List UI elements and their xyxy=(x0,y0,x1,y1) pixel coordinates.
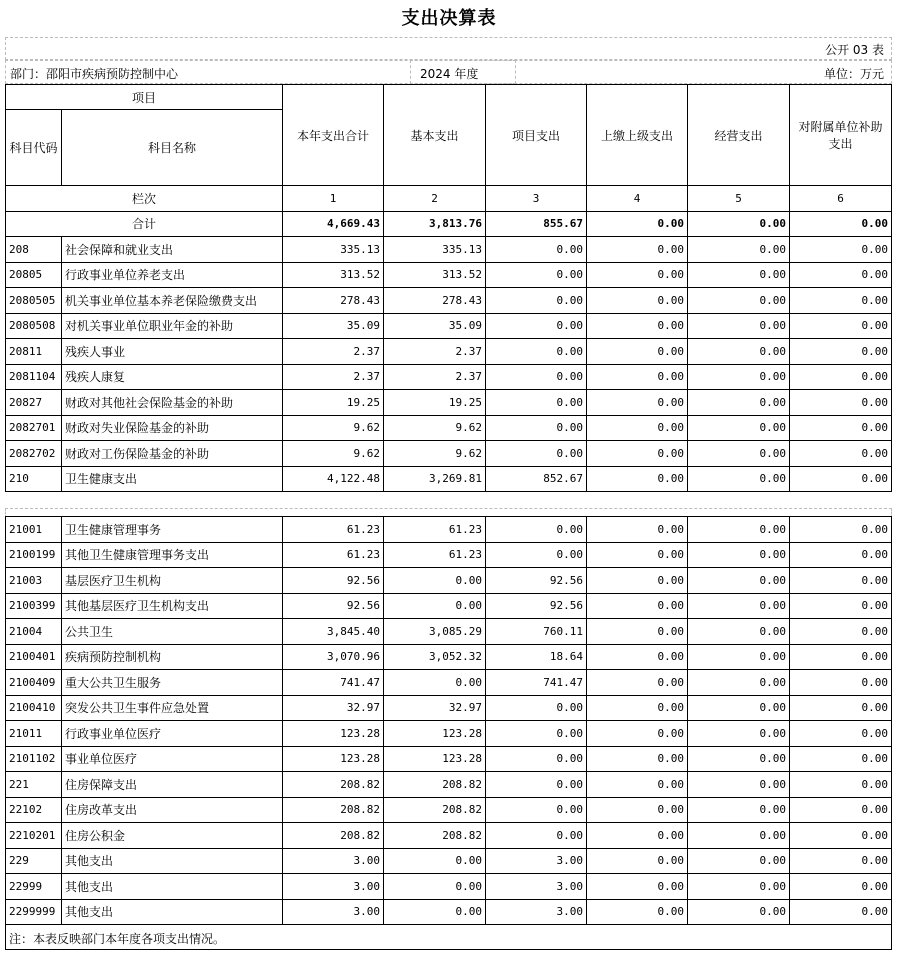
subject-name: 卫生健康管理事务 xyxy=(62,517,283,543)
year-label: 2024 年度 xyxy=(420,67,479,81)
amount-cell: 313.52 xyxy=(283,262,384,288)
amount-cell: 0.00 xyxy=(587,288,688,314)
subject-code: 21004 xyxy=(6,619,62,645)
amount-cell: 123.28 xyxy=(384,746,486,772)
amount-cell: 0.00 xyxy=(486,262,587,288)
amount-cell: 61.23 xyxy=(283,517,384,543)
subject-code: 208 xyxy=(6,237,62,263)
table-row xyxy=(6,848,892,874)
table-row xyxy=(6,695,892,721)
amount-cell: 2.37 xyxy=(384,364,486,390)
table-row xyxy=(6,874,892,900)
header-name: 科目名称 xyxy=(62,110,283,186)
amount-cell: 0.00 xyxy=(688,593,790,619)
subject-code: 2082701 xyxy=(6,415,62,441)
amount-cell: 0.00 xyxy=(688,466,790,492)
amount-cell: 0.00 xyxy=(587,466,688,492)
amount-cell: 3,845.40 xyxy=(283,619,384,645)
amount-cell: 0.00 xyxy=(688,517,790,543)
table-row xyxy=(6,390,892,416)
amount-cell: 0.00 xyxy=(486,772,587,798)
amount-cell: 123.28 xyxy=(283,746,384,772)
subject-name: 事业单位医疗 xyxy=(62,746,283,772)
amount-cell: 0.00 xyxy=(486,364,587,390)
amount-cell: 208.82 xyxy=(384,797,486,823)
amount-cell: 9.62 xyxy=(384,415,486,441)
subject-code: 2080505 xyxy=(6,288,62,314)
amount-cell: 0.00 xyxy=(688,670,790,696)
subject-code: 2101102 xyxy=(6,746,62,772)
table-row xyxy=(6,721,892,747)
header-code: 科目代码 xyxy=(6,110,62,186)
amount-cell: 2.37 xyxy=(384,339,486,365)
subject-name: 其他基层医疗卫生机构支出 xyxy=(62,593,283,619)
table-note: 注：本表反映部门本年度各项支出情况。 xyxy=(9,932,226,946)
amount-cell: 0.00 xyxy=(486,288,587,314)
amount-cell: 0.00 xyxy=(384,593,486,619)
amount-cell: 0.00 xyxy=(790,339,892,365)
subject-code: 2100410 xyxy=(6,695,62,721)
amount-cell: 278.43 xyxy=(283,288,384,314)
amount-cell: 0.00 xyxy=(790,313,892,339)
header-project: 项目 xyxy=(6,85,283,110)
amount-cell: 0.00 xyxy=(587,568,688,594)
amount-cell: 0.00 xyxy=(688,415,790,441)
amount-cell: 61.23 xyxy=(283,542,384,568)
amount-cell: 0.00 xyxy=(486,237,587,263)
amount-cell: 0.00 xyxy=(790,746,892,772)
subject-name: 住房改革支出 xyxy=(62,797,283,823)
amount-cell: 9.62 xyxy=(283,415,384,441)
total-label: 合计 xyxy=(6,211,283,237)
department-label: 部门：邵阳市疾病预防控制中心 xyxy=(10,67,179,81)
amount-cell: 0.00 xyxy=(587,262,688,288)
subject-code: 2299999 xyxy=(6,899,62,925)
amount-cell: 0.00 xyxy=(587,364,688,390)
amount-cell: 0.00 xyxy=(790,237,892,263)
amount-cell: 0.00 xyxy=(688,848,790,874)
amount-cell: 0.00 xyxy=(486,746,587,772)
amount-cell: 0.00 xyxy=(587,313,688,339)
amount-cell: 335.13 xyxy=(283,237,384,263)
amount-cell: 0.00 xyxy=(790,772,892,798)
page-title: 支出决算表 xyxy=(401,8,497,29)
amount-cell: 4,122.48 xyxy=(283,466,384,492)
amount-cell: 741.47 xyxy=(486,670,587,696)
header-project-expense: 项目支出 xyxy=(486,85,587,186)
amount-cell: 208.82 xyxy=(384,823,486,849)
table-row xyxy=(6,619,892,645)
subject-name: 行政事业单位养老支出 xyxy=(62,262,283,288)
amount-cell: 9.62 xyxy=(283,441,384,467)
amount-cell: 0.00 xyxy=(486,517,587,543)
amount-cell: 0.00 xyxy=(790,390,892,416)
header-subsidiary: 对附属单位补助支出 xyxy=(790,85,892,186)
amount-cell: 741.47 xyxy=(283,670,384,696)
amount-cell: 0.00 xyxy=(790,619,892,645)
subject-name: 残疾人康复 xyxy=(62,364,283,390)
amount-cell: 32.97 xyxy=(384,695,486,721)
header-row xyxy=(6,85,892,110)
table-row xyxy=(6,772,892,798)
amount-cell: 35.09 xyxy=(283,313,384,339)
amount-cell: 0.00 xyxy=(790,262,892,288)
amount-cell: 19.25 xyxy=(283,390,384,416)
table-row xyxy=(6,542,892,568)
amount-cell: 760.11 xyxy=(486,619,587,645)
amount-cell: 313.52 xyxy=(384,262,486,288)
subject-name: 财政对工伤保险基金的补助 xyxy=(62,441,283,467)
amount-cell: 0.00 xyxy=(688,823,790,849)
amount-cell: 0.00 xyxy=(688,772,790,798)
subject-name: 其他支出 xyxy=(62,899,283,925)
column-number-row xyxy=(6,186,892,212)
amount-cell: 9.62 xyxy=(384,441,486,467)
amount-cell: 0.00 xyxy=(790,721,892,747)
amount-cell: 0.00 xyxy=(790,797,892,823)
amount-cell: 0.00 xyxy=(486,695,587,721)
table-row xyxy=(6,644,892,670)
amount-cell: 0.00 xyxy=(486,339,587,365)
unit-label: 单位：万元 xyxy=(823,67,884,81)
table-row xyxy=(6,568,892,594)
amount-cell: 0.00 xyxy=(688,339,790,365)
amount-cell: 0.00 xyxy=(587,415,688,441)
subject-name: 其他支出 xyxy=(62,874,283,900)
table-row xyxy=(6,415,892,441)
subject-name: 社会保障和就业支出 xyxy=(62,237,283,263)
subject-name: 重大公共卫生服务 xyxy=(62,670,283,696)
form-header-box xyxy=(5,37,892,60)
amount-cell: 0.00 xyxy=(688,288,790,314)
amount-cell: 0.00 xyxy=(587,823,688,849)
total-value: 4,669.43 xyxy=(283,211,384,237)
amount-cell: 0.00 xyxy=(688,542,790,568)
amount-cell: 35.09 xyxy=(384,313,486,339)
amount-cell: 0.00 xyxy=(688,797,790,823)
amount-cell: 0.00 xyxy=(587,848,688,874)
amount-cell: 0.00 xyxy=(486,542,587,568)
subject-name: 其他卫生健康管理事务支出 xyxy=(62,542,283,568)
amount-cell: 0.00 xyxy=(587,593,688,619)
subject-code: 221 xyxy=(6,772,62,798)
header-total: 本年支出合计 xyxy=(283,85,384,186)
amount-cell: 61.23 xyxy=(384,517,486,543)
table-row xyxy=(6,823,892,849)
amount-cell: 0.00 xyxy=(688,262,790,288)
subject-code: 2100199 xyxy=(6,542,62,568)
amount-cell: 3,070.96 xyxy=(283,644,384,670)
amount-cell: 123.28 xyxy=(384,721,486,747)
total-value: 0.00 xyxy=(790,211,892,237)
column-number: 3 xyxy=(486,186,587,212)
subject-name: 公共卫生 xyxy=(62,619,283,645)
subject-code: 2100399 xyxy=(6,593,62,619)
column-number: 6 xyxy=(790,186,892,212)
amount-cell: 852.67 xyxy=(486,466,587,492)
table-row xyxy=(6,899,892,925)
amount-cell: 2.37 xyxy=(283,339,384,365)
amount-cell: 0.00 xyxy=(790,364,892,390)
amount-cell: 0.00 xyxy=(688,874,790,900)
column-number: 4 xyxy=(587,186,688,212)
amount-cell: 3.00 xyxy=(486,874,587,900)
amount-cell: 0.00 xyxy=(587,441,688,467)
subject-name: 对机关事业单位职业年金的补助 xyxy=(62,313,283,339)
subject-code: 21003 xyxy=(6,568,62,594)
amount-cell: 0.00 xyxy=(688,568,790,594)
subject-code: 22102 xyxy=(6,797,62,823)
table-row xyxy=(6,593,892,619)
amount-cell: 92.56 xyxy=(486,568,587,594)
total-value: 0.00 xyxy=(587,211,688,237)
table-row xyxy=(6,746,892,772)
subject-code: 210 xyxy=(6,466,62,492)
amount-cell: 0.00 xyxy=(384,848,486,874)
header-upper-level: 上缴上级支出 xyxy=(587,85,688,186)
amount-cell: 0.00 xyxy=(688,390,790,416)
amount-cell: 0.00 xyxy=(688,899,790,925)
amount-cell: 0.00 xyxy=(790,644,892,670)
amount-cell: 3.00 xyxy=(486,899,587,925)
amount-cell: 0.00 xyxy=(688,746,790,772)
subject-name: 财政对其他社会保险基金的补助 xyxy=(62,390,283,416)
table-row xyxy=(6,441,892,467)
amount-cell: 0.00 xyxy=(790,415,892,441)
amount-cell: 0.00 xyxy=(587,746,688,772)
column-number: 1 xyxy=(283,186,384,212)
subject-name: 其他支出 xyxy=(62,848,283,874)
amount-cell: 0.00 xyxy=(790,593,892,619)
column-number: 2 xyxy=(384,186,486,212)
subject-name: 机关事业单位基本养老保险缴费支出 xyxy=(62,288,283,314)
amount-cell: 208.82 xyxy=(384,772,486,798)
amount-cell: 3.00 xyxy=(283,899,384,925)
amount-cell: 0.00 xyxy=(486,823,587,849)
table-row xyxy=(6,670,892,696)
subject-code: 20827 xyxy=(6,390,62,416)
amount-cell: 0.00 xyxy=(587,619,688,645)
subject-code: 20811 xyxy=(6,339,62,365)
subject-name: 财政对失业保险基金的补助 xyxy=(62,415,283,441)
amount-cell: 0.00 xyxy=(688,441,790,467)
amount-cell: 61.23 xyxy=(384,542,486,568)
amount-cell: 3.00 xyxy=(283,848,384,874)
amount-cell: 0.00 xyxy=(688,237,790,263)
amount-cell: 92.56 xyxy=(486,593,587,619)
table-row xyxy=(6,237,892,263)
table-row xyxy=(6,517,892,543)
total-value: 855.67 xyxy=(486,211,587,237)
amount-cell: 0.00 xyxy=(790,823,892,849)
amount-cell: 0.00 xyxy=(384,874,486,900)
amount-cell: 0.00 xyxy=(790,517,892,543)
header-basic: 基本支出 xyxy=(384,85,486,186)
subject-name: 突发公共卫生事件应急处置 xyxy=(62,695,283,721)
table-row xyxy=(6,288,892,314)
table-row xyxy=(6,313,892,339)
amount-cell: 0.00 xyxy=(587,542,688,568)
subject-code: 2100409 xyxy=(6,670,62,696)
table-row xyxy=(6,364,892,390)
table-row xyxy=(6,262,892,288)
amount-cell: 0.00 xyxy=(688,695,790,721)
total-value: 0.00 xyxy=(688,211,790,237)
form-number: 公开 03 表 xyxy=(825,43,884,57)
amount-cell: 0.00 xyxy=(384,670,486,696)
subject-name: 住房保障支出 xyxy=(62,772,283,798)
amount-cell: 0.00 xyxy=(486,721,587,747)
amount-cell: 0.00 xyxy=(587,390,688,416)
amount-cell: 0.00 xyxy=(790,542,892,568)
amount-cell: 208.82 xyxy=(283,797,384,823)
expenditure-table-part2 xyxy=(5,516,892,925)
amount-cell: 0.00 xyxy=(790,848,892,874)
amount-cell: 0.00 xyxy=(790,441,892,467)
amount-cell: 0.00 xyxy=(587,797,688,823)
table-row xyxy=(6,466,892,492)
subject-name: 行政事业单位医疗 xyxy=(62,721,283,747)
amount-cell: 19.25 xyxy=(384,390,486,416)
amount-cell: 0.00 xyxy=(587,517,688,543)
amount-cell: 208.82 xyxy=(283,823,384,849)
amount-cell: 0.00 xyxy=(790,466,892,492)
subject-code: 2082702 xyxy=(6,441,62,467)
amount-cell: 0.00 xyxy=(790,695,892,721)
subject-code: 229 xyxy=(6,848,62,874)
amount-cell: 0.00 xyxy=(587,237,688,263)
amount-cell: 0.00 xyxy=(486,415,587,441)
amount-cell: 0.00 xyxy=(486,390,587,416)
amount-cell: 0.00 xyxy=(486,441,587,467)
amount-cell: 3.00 xyxy=(283,874,384,900)
subject-code: 2100401 xyxy=(6,644,62,670)
amount-cell: 0.00 xyxy=(384,568,486,594)
total-row xyxy=(6,211,892,237)
amount-cell: 18.64 xyxy=(486,644,587,670)
amount-cell: 0.00 xyxy=(384,899,486,925)
amount-cell: 0.00 xyxy=(688,364,790,390)
subject-name: 残疾人事业 xyxy=(62,339,283,365)
row-label: 栏次 xyxy=(6,186,283,212)
amount-cell: 0.00 xyxy=(688,619,790,645)
amount-cell: 0.00 xyxy=(587,899,688,925)
amount-cell: 92.56 xyxy=(283,593,384,619)
amount-cell: 0.00 xyxy=(587,721,688,747)
subject-code: 20805 xyxy=(6,262,62,288)
subject-code: 2080508 xyxy=(6,313,62,339)
amount-cell: 3,085.29 xyxy=(384,619,486,645)
amount-cell: 3,052.32 xyxy=(384,644,486,670)
amount-cell: 208.82 xyxy=(283,772,384,798)
amount-cell: 123.28 xyxy=(283,721,384,747)
amount-cell: 0.00 xyxy=(790,288,892,314)
subject-name: 疾病预防控制机构 xyxy=(62,644,283,670)
amount-cell: 0.00 xyxy=(688,721,790,747)
amount-cell: 3,269.81 xyxy=(384,466,486,492)
table-row xyxy=(6,339,892,365)
amount-cell: 92.56 xyxy=(283,568,384,594)
amount-cell: 335.13 xyxy=(384,237,486,263)
amount-cell: 0.00 xyxy=(587,874,688,900)
amount-cell: 0.00 xyxy=(486,313,587,339)
amount-cell: 0.00 xyxy=(587,339,688,365)
amount-cell: 0.00 xyxy=(790,899,892,925)
subject-code: 21001 xyxy=(6,517,62,543)
subject-code: 2081104 xyxy=(6,364,62,390)
amount-cell: 0.00 xyxy=(587,644,688,670)
amount-cell: 0.00 xyxy=(790,568,892,594)
amount-cell: 0.00 xyxy=(486,797,587,823)
subject-name: 卫生健康支出 xyxy=(62,466,283,492)
subject-name: 住房公积金 xyxy=(62,823,283,849)
amount-cell: 278.43 xyxy=(384,288,486,314)
amount-cell: 32.97 xyxy=(283,695,384,721)
amount-cell: 3.00 xyxy=(486,848,587,874)
expenditure-table-part1 xyxy=(5,84,892,492)
amount-cell: 0.00 xyxy=(790,670,892,696)
header-business: 经营支出 xyxy=(688,85,790,186)
table-row xyxy=(6,797,892,823)
amount-cell: 0.00 xyxy=(688,313,790,339)
amount-cell: 0.00 xyxy=(587,695,688,721)
amount-cell: 0.00 xyxy=(587,772,688,798)
amount-cell: 2.37 xyxy=(283,364,384,390)
subject-code: 2210201 xyxy=(6,823,62,849)
amount-cell: 0.00 xyxy=(790,874,892,900)
column-number: 5 xyxy=(688,186,790,212)
amount-cell: 0.00 xyxy=(688,644,790,670)
subject-name: 基层医疗卫生机构 xyxy=(62,568,283,594)
subject-code: 21011 xyxy=(6,721,62,747)
subject-code: 22999 xyxy=(6,874,62,900)
total-value: 3,813.76 xyxy=(384,211,486,237)
amount-cell: 0.00 xyxy=(587,670,688,696)
